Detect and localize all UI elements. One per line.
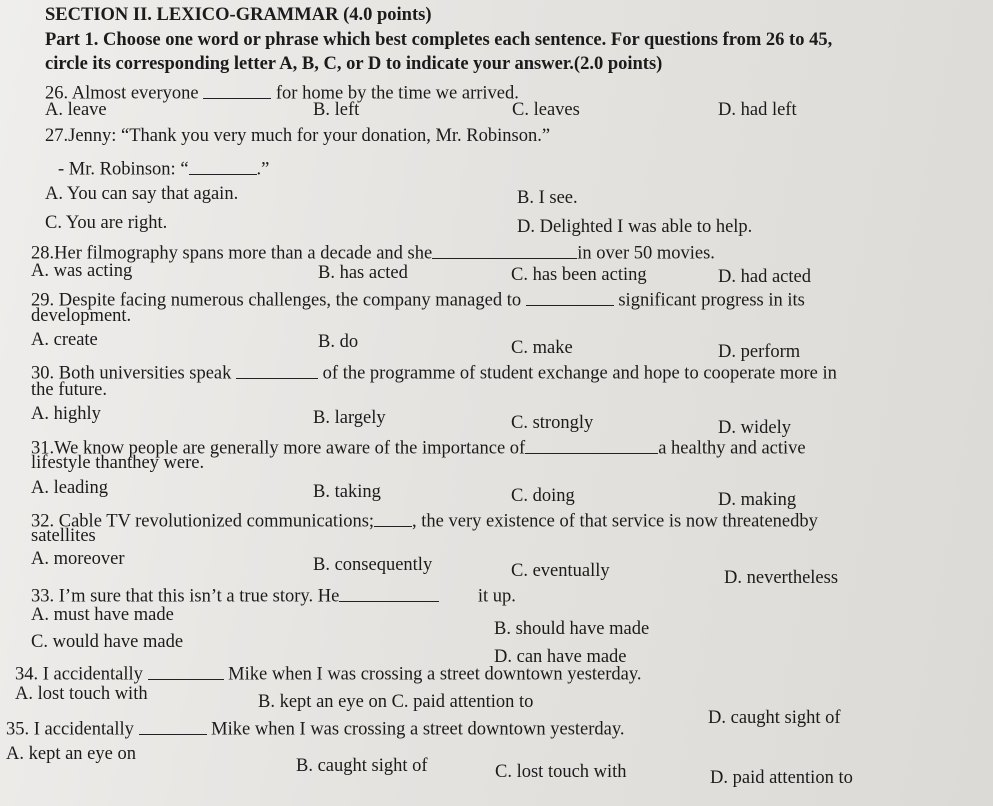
option-c[interactable]: C. strongly bbox=[511, 413, 594, 433]
option-d[interactable]: D. perform bbox=[718, 342, 801, 362]
option-d[interactable]: D. caught sight of bbox=[708, 708, 841, 728]
option-c[interactable]: C. leaves bbox=[512, 100, 580, 120]
option-c[interactable]: C. has been acting bbox=[511, 265, 647, 285]
option-d[interactable]: D. had left bbox=[718, 100, 797, 120]
answer-blank[interactable] bbox=[374, 507, 412, 527]
option-c[interactable]: C. make bbox=[511, 338, 573, 358]
answer-blank[interactable] bbox=[203, 79, 271, 99]
option-b[interactable]: B. I see. bbox=[517, 188, 578, 208]
question-27-prompt: 27.Jenny: “Thank you very much for your donation, Mr. Robinson.” bbox=[45, 126, 551, 146]
question-30 bbox=[31, 359, 837, 383]
option-c[interactable]: C. You are right. bbox=[45, 213, 168, 233]
instructions-line-2: circle its corresponding letter A, B, C, or D to indicate your answer.(2.0 points) bbox=[45, 54, 663, 74]
question-31-continuation: lifestyle thanthey were. bbox=[31, 453, 205, 473]
question-28 bbox=[31, 239, 715, 263]
question-27 bbox=[58, 155, 269, 179]
question-text: 26. Almost everyone bbox=[45, 83, 204, 104]
answer-blank[interactable] bbox=[236, 359, 318, 379]
option-d[interactable]: D. can have made bbox=[494, 647, 627, 667]
question-text: a healthy and active bbox=[658, 438, 806, 459]
option-b[interactable]: B. taking bbox=[313, 482, 381, 502]
option-a[interactable]: A. leave bbox=[45, 100, 107, 120]
question-text: in over 50 movies. bbox=[577, 243, 715, 264]
option-a[interactable]: A. create bbox=[31, 330, 98, 350]
question-30-continuation: the future. bbox=[31, 380, 108, 400]
answer-blank[interactable] bbox=[189, 155, 257, 175]
option-d[interactable]: D. widely bbox=[718, 418, 791, 438]
answer-blank[interactable] bbox=[526, 286, 614, 306]
question-32 bbox=[31, 507, 818, 531]
question-text: 32. Cable TV revolutionized communications; bbox=[31, 511, 375, 532]
option-d[interactable]: D. nevertheless bbox=[724, 568, 839, 588]
option-a[interactable]: A. must have made bbox=[31, 605, 174, 625]
question-text: for home by the time we arrived. bbox=[271, 83, 519, 104]
question-text: 29. Despite facing numerous challenges, the company managed to bbox=[31, 290, 526, 311]
option-b[interactable]: B. caught sight of bbox=[296, 756, 428, 776]
option-b[interactable]: B. left bbox=[313, 100, 360, 120]
question-29 bbox=[31, 286, 805, 310]
answer-blank[interactable] bbox=[139, 715, 207, 735]
option-b[interactable]: B. has acted bbox=[318, 263, 408, 283]
option-b[interactable]: B. should have made bbox=[494, 619, 650, 639]
question-text: - Mr. Robinson: “ bbox=[58, 159, 189, 180]
option-b[interactable]: B. do bbox=[318, 332, 359, 352]
question-text: of the programme of student exchange and hope to cooperate more in bbox=[318, 363, 837, 384]
instructions-line-1: Part 1. Choose one word or phrase which best completes each sentence. For questions from 26 to 45, bbox=[45, 30, 833, 50]
option-d[interactable]: D. making bbox=[718, 490, 797, 510]
question-text: Mike when I was crossing a street downtown yesterday. bbox=[206, 719, 625, 740]
answer-blank[interactable] bbox=[339, 582, 439, 602]
option-c[interactable]: C. eventually bbox=[511, 561, 610, 581]
option-a[interactable]: A. You can say that again. bbox=[45, 184, 239, 204]
option-d[interactable]: D. had acted bbox=[718, 267, 811, 287]
question-29-continuation: development. bbox=[31, 306, 132, 326]
section-title: SECTION II. LEXICO-GRAMMAR (4.0 points) bbox=[45, 5, 432, 25]
option-c[interactable]: C. doing bbox=[511, 486, 575, 506]
question-33 bbox=[31, 582, 516, 606]
option-b[interactable]: B. consequently bbox=[313, 555, 433, 575]
answer-blank[interactable] bbox=[432, 239, 577, 259]
option-a[interactable]: A. highly bbox=[31, 404, 101, 424]
question-text: .” bbox=[256, 159, 270, 180]
option-a[interactable]: A. leading bbox=[31, 478, 109, 498]
question-text: significant progress in its bbox=[613, 290, 805, 311]
answer-blank[interactable] bbox=[525, 434, 658, 454]
question-text: 33. I’m sure that this isn’t a true story. He bbox=[31, 586, 340, 607]
option-a[interactable]: A. kept an eye on bbox=[6, 744, 136, 764]
question-text: 30. Both universities speak bbox=[31, 363, 237, 384]
question-32-continuation: satellites bbox=[31, 526, 96, 546]
option-c[interactable]: C. would have made bbox=[31, 632, 184, 652]
option-b[interactable]: B. largely bbox=[313, 408, 386, 428]
option-a[interactable]: A. lost touch with bbox=[15, 684, 148, 704]
answer-blank[interactable] bbox=[148, 660, 224, 680]
option-d[interactable]: D. Delighted I was able to help. bbox=[517, 217, 753, 237]
question-text: , the very existence of that service is now threatenedby bbox=[412, 511, 818, 532]
option-c[interactable]: C. lost touch with bbox=[495, 762, 627, 782]
option-d[interactable]: D. paid attention to bbox=[710, 768, 853, 788]
question-34 bbox=[15, 660, 642, 684]
question-text: Mike when I was crossing a street downtown yesterday. bbox=[223, 664, 642, 685]
question-26 bbox=[45, 79, 519, 103]
question-text: 31.We know people are generally more aware of the importance of bbox=[31, 438, 526, 459]
option-a[interactable]: A. moreover bbox=[31, 549, 125, 569]
option-a[interactable]: A. was acting bbox=[31, 261, 133, 281]
question-35 bbox=[6, 715, 625, 739]
question-text: 34. I accidentally bbox=[15, 664, 148, 685]
question-text: 35. I accidentally bbox=[6, 719, 139, 740]
option-b-c[interactable]: B. kept an eye on C. paid attention to bbox=[258, 692, 534, 712]
question-text: 28.Her filmography spans more than a decade and she bbox=[31, 243, 433, 264]
question-text: it up. bbox=[473, 586, 516, 607]
